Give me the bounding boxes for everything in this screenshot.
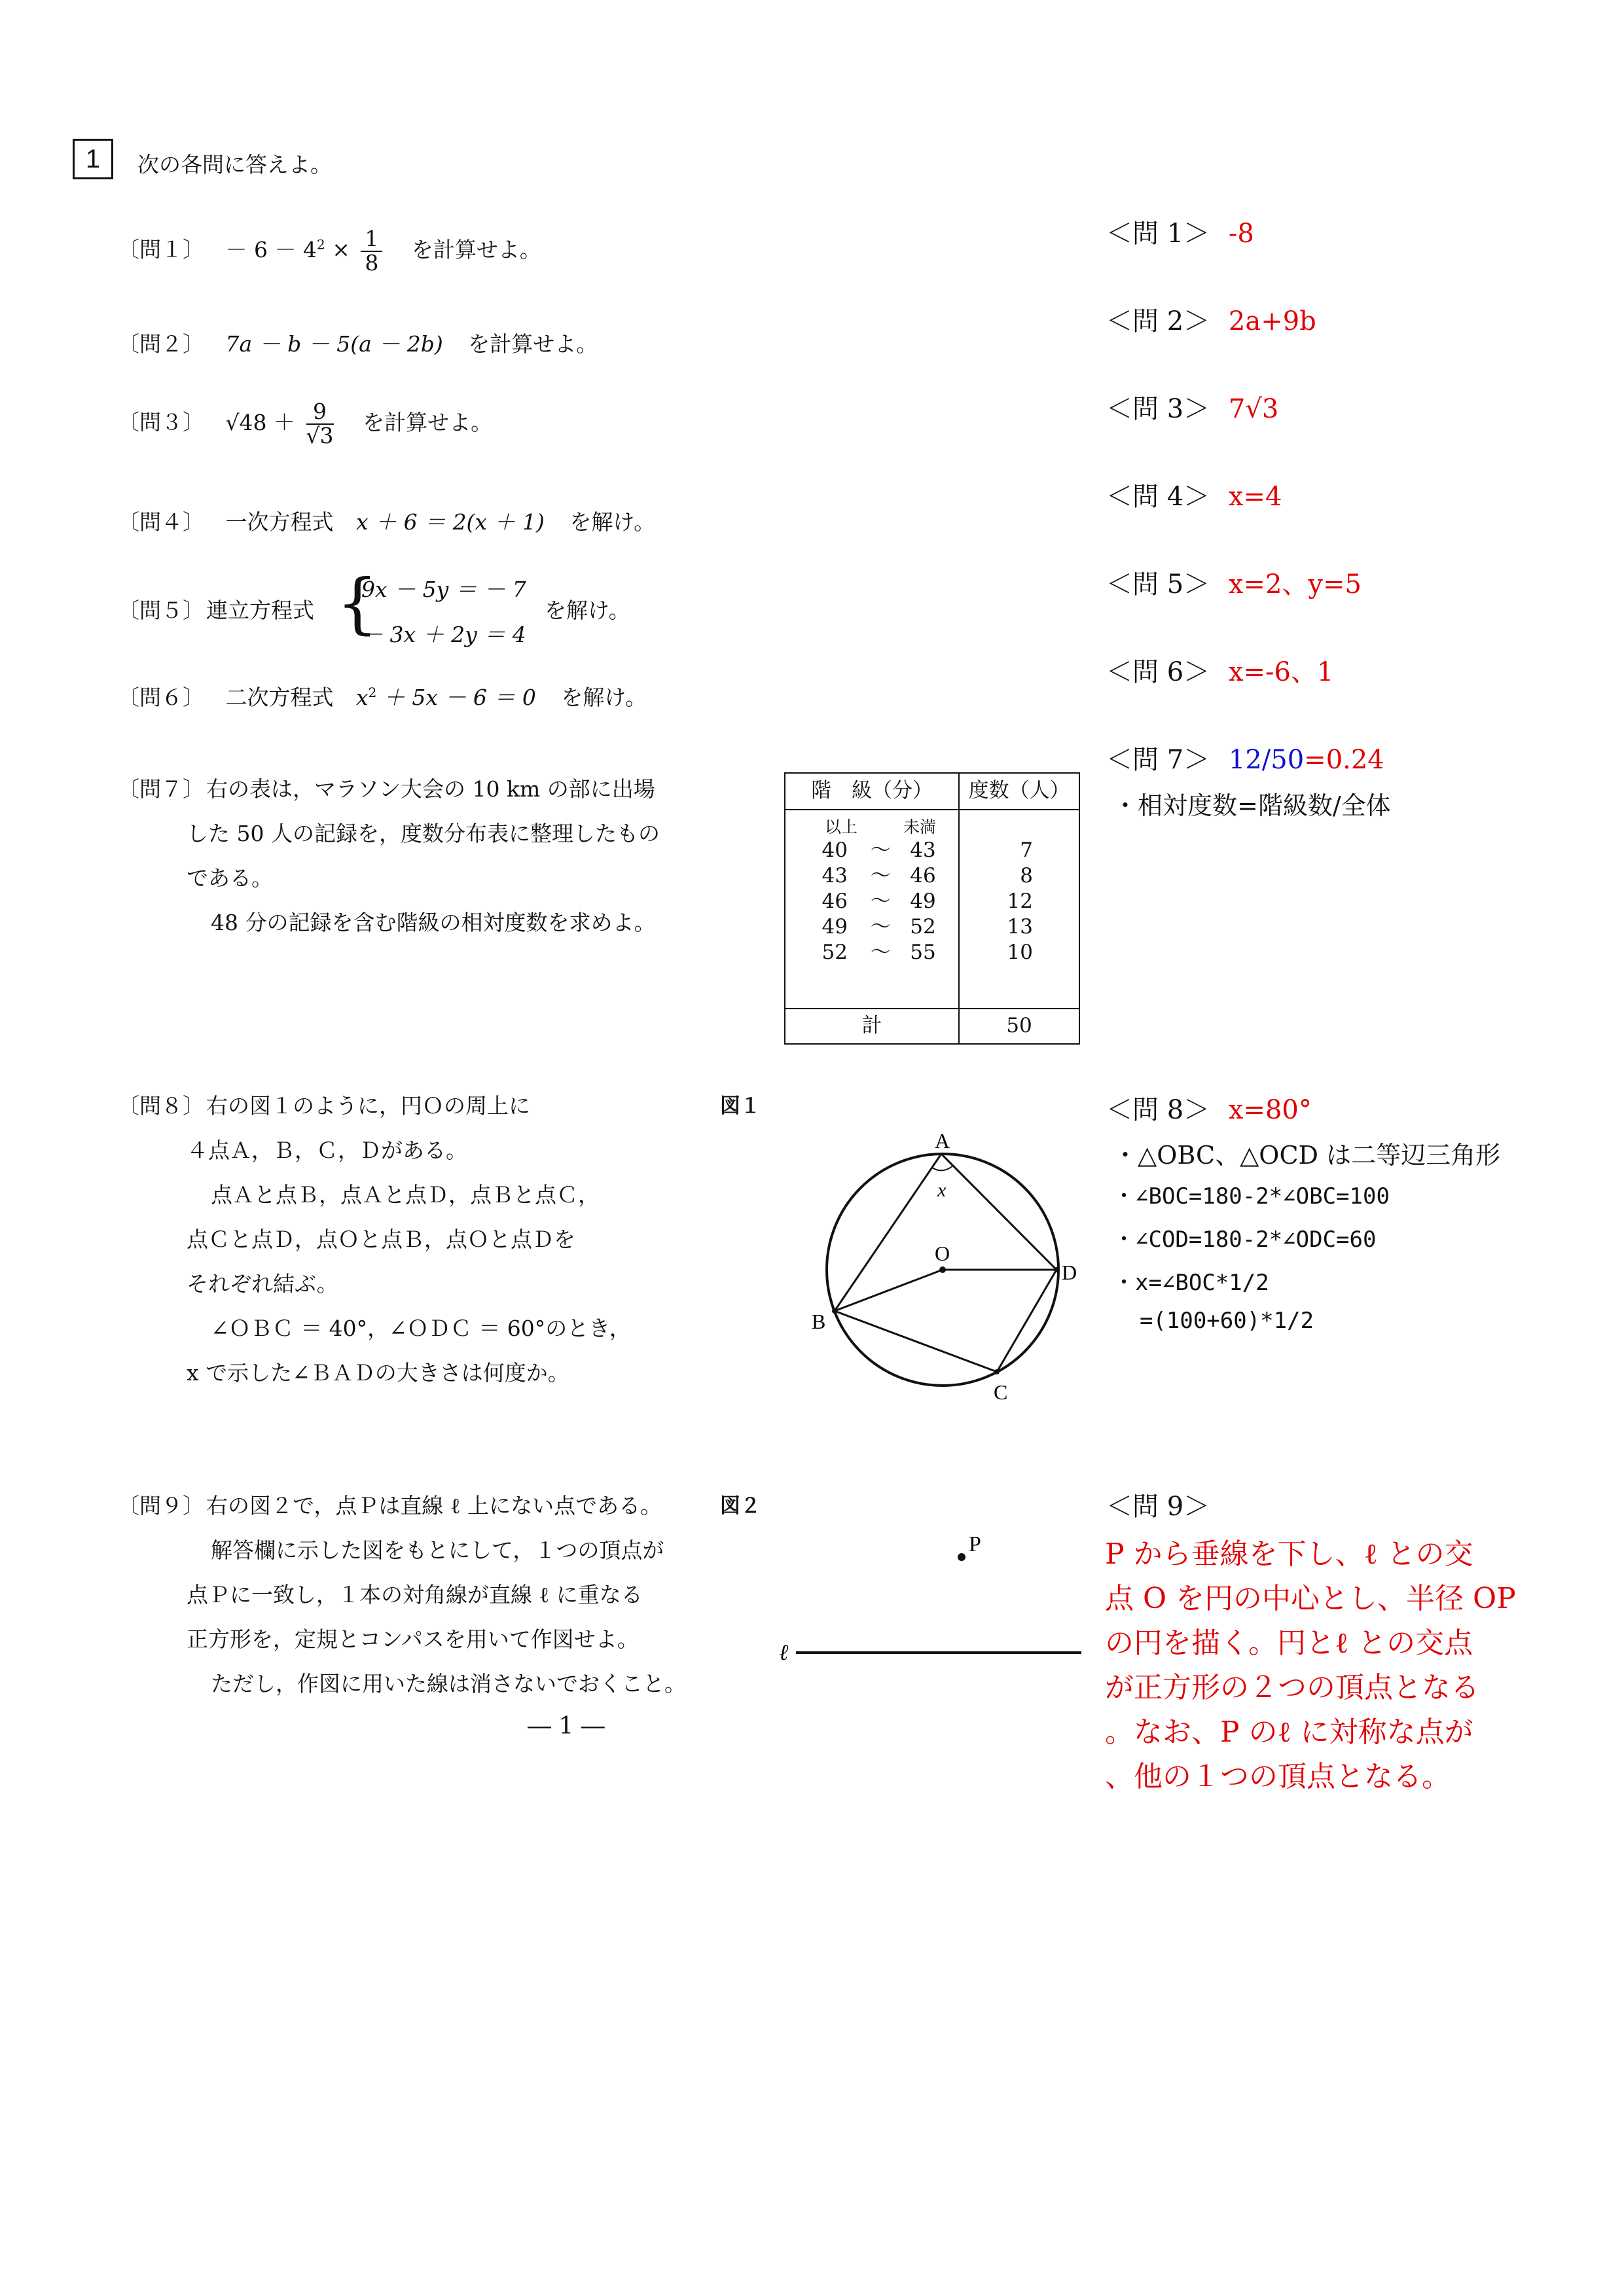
- answer-3-label: ＜問 3＞: [1106, 394, 1210, 424]
- q9-line-5: ただし，作図に用いた線は消さないでおくこと。: [211, 1671, 686, 1696]
- page-number: ― 1 ―: [528, 1713, 605, 1740]
- answer-6-label: ＜問 6＞: [1106, 657, 1210, 687]
- class-rows: [812, 838, 943, 965]
- label-d: D: [1062, 1261, 1077, 1284]
- q2-tail: を計算せよ。: [468, 331, 598, 357]
- q5-brace: {: [336, 565, 378, 641]
- answer-4-value: x=4: [1228, 482, 1282, 512]
- header-class: 階 級（分）: [785, 773, 959, 810]
- answer-6: [1106, 651, 1333, 689]
- q8-line-1: 右の図１のように，円Ｏの周上に: [206, 1093, 530, 1119]
- q9-line-1: 右の図２で，点Ｐは直線 ℓ 上にない点である。: [206, 1493, 662, 1518]
- label-x: x: [937, 1179, 947, 1201]
- answer-1-value: -8: [1228, 219, 1254, 249]
- label-b: B: [812, 1310, 826, 1333]
- total-label: 計: [785, 1009, 959, 1044]
- point-c-dot: [994, 1369, 1000, 1374]
- freq-cell: 12: [1007, 889, 1033, 913]
- q1-exp: 2: [316, 236, 325, 253]
- answer-8-note-3: ・∠COD=180-2*∠ODC=60: [1113, 1227, 1377, 1253]
- q5-tail: を解け。: [545, 598, 630, 623]
- answer-2: [1106, 300, 1316, 338]
- question-3: [118, 401, 492, 447]
- q9-label: 〔問９〕: [118, 1493, 204, 1518]
- table-row: 46 ～ 49: [821, 889, 936, 913]
- answer-5-label: ＜問 5＞: [1106, 569, 1210, 600]
- label-a: A: [935, 1129, 950, 1153]
- answer-9-line-4: が正方形の２つの頂点となる: [1105, 1671, 1479, 1704]
- answer-4-label: ＜問 4＞: [1106, 482, 1210, 512]
- q4-tail: を解け。: [569, 509, 656, 535]
- q6-var: x: [356, 685, 369, 710]
- q6-tail: を解け。: [561, 685, 647, 710]
- segment-ab: [835, 1154, 941, 1311]
- answer-8-note-5: =(100+60)*1/2: [1113, 1308, 1314, 1334]
- question-4: [118, 505, 655, 536]
- answer-8-note-4: ・x=∠BOC*1/2: [1113, 1270, 1269, 1296]
- q3-num: 9: [306, 401, 334, 425]
- answer-6-value: x=-6、1: [1228, 657, 1334, 687]
- q5-kind: 連立方程式: [206, 598, 314, 623]
- answer-5-value: x=2、y=5: [1228, 569, 1362, 600]
- table-row: 40 ～ 43: [821, 838, 936, 862]
- q3-fraction: [306, 401, 334, 447]
- point-d-dot: [1054, 1267, 1059, 1272]
- table-total-row: [785, 1009, 1079, 1044]
- answer-2-value: 2a+9b: [1228, 306, 1316, 336]
- answer-8-value: x=80°: [1228, 1095, 1312, 1125]
- table-row: 49 ～ 52: [821, 915, 936, 939]
- sub-left: 以上: [825, 817, 858, 836]
- point-b-dot: [832, 1308, 837, 1314]
- q7-line-2: した 50 人の記録を，度数分布表に整理したもの: [187, 821, 660, 846]
- q7-line-1: 右の表は，マラソン大会の 10 km の部に出場: [206, 776, 655, 802]
- q6-exp: 2: [368, 685, 377, 700]
- freq-cell: 8: [1020, 864, 1033, 888]
- answer-1-label: ＜問 1＞: [1106, 219, 1210, 249]
- sub-right: 未満: [903, 817, 937, 836]
- q8-label: 〔問８〕: [118, 1093, 204, 1119]
- table-row: 43 ～ 46: [821, 864, 936, 888]
- q4-label: 〔問４〕: [118, 509, 204, 535]
- q8-line-7: x で示した∠ＢＡＤの大きさは何度か。: [187, 1360, 569, 1386]
- label-l: ℓ: [779, 1641, 789, 1665]
- q4-kind: 一次方程式: [225, 509, 334, 535]
- q1-expr: － 6 － 4: [225, 236, 317, 262]
- answer-9-label: ＜問 9＞: [1106, 1492, 1210, 1522]
- answer-2-label: ＜問 2＞: [1106, 306, 1210, 336]
- answer-3-value: 7√3: [1228, 394, 1279, 424]
- q1-num: 1: [361, 228, 382, 252]
- q7-line-3: である。: [187, 865, 273, 891]
- label-o: O: [935, 1242, 950, 1265]
- answer-7-note: ・相対度数=階級数/全体: [1113, 791, 1391, 820]
- total-value: 50: [959, 1009, 1079, 1044]
- answer-7: [1106, 739, 1384, 776]
- q1-label: 〔問１〕: [118, 236, 204, 262]
- freq-cell: 10: [1007, 941, 1033, 964]
- answer-1: [1106, 213, 1254, 250]
- q5-eq1: 9x － 5y ＝ － 7: [361, 577, 526, 602]
- segment-ad: [941, 1154, 1056, 1270]
- question-6: [118, 681, 647, 711]
- answer-9-line-5: 。なお、P のℓ に対称な点が: [1105, 1715, 1473, 1749]
- q2-label: 〔問２〕: [118, 331, 204, 357]
- q5-eq2: － 3x ＋ 2y ＝ 4: [361, 622, 526, 647]
- q6-kind: 二次方程式: [225, 685, 334, 710]
- point-o-dot: [939, 1266, 946, 1273]
- freq-values: [960, 810, 1079, 965]
- q9-line-3: 点Ｐに一致し，１本の対角線が直線 ℓ に重なる: [187, 1582, 643, 1607]
- q3-tail: を計算せよ。: [363, 409, 493, 435]
- instruction: 次の各問に答えよ。: [137, 152, 332, 177]
- q1-tail: を計算せよ。: [411, 236, 541, 262]
- segment-bc: [835, 1311, 997, 1372]
- answer-9-line-3: の円を描く。円とℓ との交点: [1105, 1626, 1473, 1660]
- answer-7-value-result: =0.24: [1304, 745, 1384, 775]
- header-freq: 度数（人）: [959, 773, 1079, 810]
- answer-7-value-fraction: 12/50: [1228, 745, 1305, 775]
- q3-label: 〔問３〕: [118, 409, 204, 435]
- frequency-table: [784, 772, 1080, 1045]
- q9-line-2: 解答欄に示した図をもとにして，１つの頂点が: [211, 1537, 664, 1563]
- answer-8-note-1: ・△OBC、△OCD は二等辺三角形: [1113, 1141, 1501, 1170]
- angle-x-arc: [932, 1166, 953, 1170]
- freq-cell: 13: [1007, 915, 1033, 939]
- figure-2-label: 図２: [720, 1494, 761, 1517]
- question-1: [118, 228, 541, 274]
- q7-line-4: 48 分の記録を含む階級の相対度数を求めよ。: [211, 910, 656, 935]
- q8-line-3: 点Ａと点Ｂ，点Ａと点Ｄ，点Ｂと点Ｃ，: [211, 1182, 600, 1208]
- q5-label: 〔問５〕: [118, 598, 204, 623]
- figure-1-circle-diagram: [785, 1126, 1087, 1414]
- q3-plus: ＋: [274, 409, 296, 435]
- label-c: C: [994, 1380, 1008, 1404]
- answer-9-line-2: 点 O を円の中心とし、半径 OP: [1105, 1582, 1516, 1615]
- q8-line-5: それぞれ結ぶ。: [187, 1271, 338, 1297]
- answer-8-note-2: ・∠BOC=180-2*∠OBC=100: [1113, 1183, 1390, 1210]
- figure-1-label: 図１: [720, 1094, 761, 1117]
- q6-label: 〔問６〕: [118, 685, 204, 710]
- label-p: P: [969, 1532, 981, 1556]
- question-2: [118, 327, 598, 358]
- q6-expr: ＋ 5x － 6 ＝ 0: [383, 685, 536, 710]
- problem-number-box: [73, 139, 113, 179]
- q4-expr: x ＋ 6 ＝ 2(x ＋ 1): [356, 509, 545, 535]
- answer-4: [1106, 476, 1282, 513]
- q1-times: ×: [332, 236, 350, 262]
- table-header-row: [785, 773, 1079, 810]
- table-body-row: [785, 810, 1079, 1009]
- q1-den: 8: [365, 249, 379, 276]
- q1-fraction: [361, 228, 382, 274]
- q8-line-6: ∠ＯＢＣ ＝ 40°，∠ＯＤＣ ＝ 60°のとき，: [211, 1316, 631, 1341]
- q3-sqrt: √48: [225, 409, 267, 435]
- segment-ob: [835, 1270, 943, 1311]
- q2-expr: 7a － b － 5(a － 2b): [225, 331, 443, 357]
- q3-den: √3: [306, 422, 334, 448]
- q9-line-4: 正方形を，定規とコンパスを用いて作図せよ。: [187, 1626, 639, 1652]
- table-row: 52 ～ 55: [821, 941, 936, 964]
- answer-5: [1106, 564, 1362, 601]
- freq-cell: 7: [1020, 838, 1033, 862]
- point-p-dot: [958, 1553, 965, 1561]
- answer-7-label: ＜問 7＞: [1106, 745, 1210, 775]
- answer-3: [1106, 388, 1278, 425]
- answer-9-line-6: 、他の１つの頂点となる。: [1105, 1760, 1451, 1793]
- problem-number: 1: [85, 145, 101, 173]
- q8-line-4: 点Ｃと点Ｄ，点Ｏと点Ｂ，点Ｏと点Ｄを: [187, 1227, 575, 1252]
- answer-9-line-1: P から垂線を下し、ℓ との交: [1105, 1537, 1473, 1571]
- q7-label: 〔問７〕: [118, 776, 204, 802]
- answer-8-label: ＜問 8＞: [1106, 1095, 1210, 1125]
- answer-8: [1106, 1089, 1312, 1126]
- q8-line-2: ４点Ａ，Ｂ，Ｃ，Ｄがある。: [187, 1138, 467, 1163]
- figure-2-diagram: [772, 1518, 1100, 1676]
